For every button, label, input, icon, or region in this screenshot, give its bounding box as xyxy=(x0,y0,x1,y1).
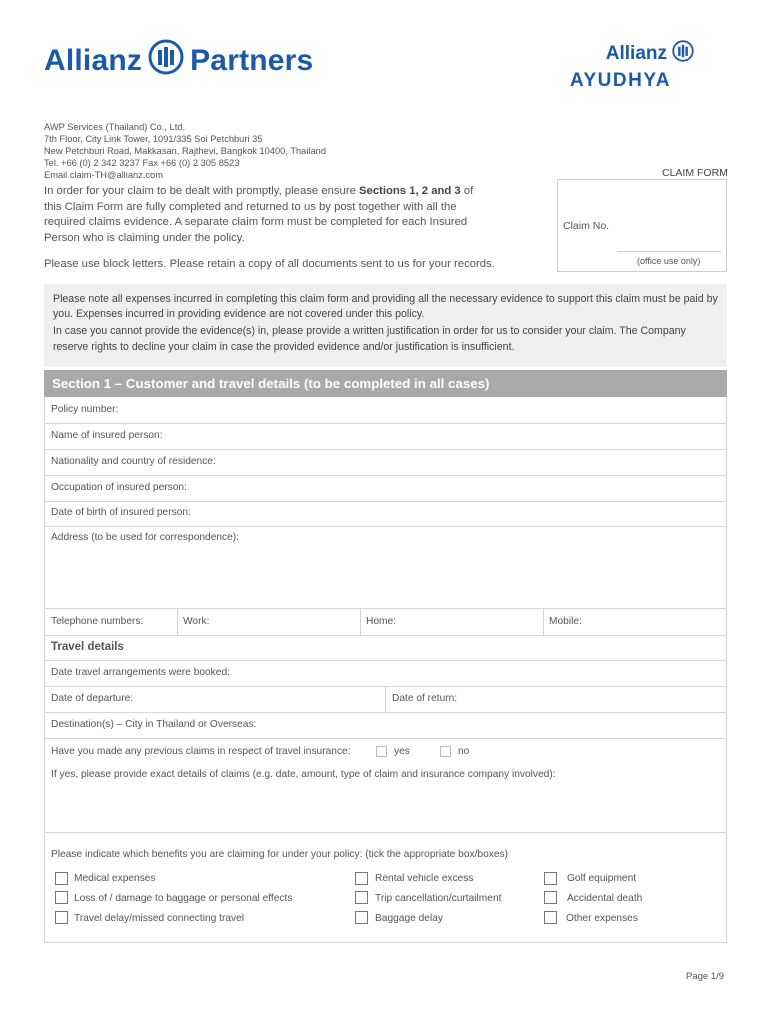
previous-claims-yes-checkbox[interactable] xyxy=(376,746,387,757)
allianz-partners-logo xyxy=(44,38,313,84)
notice-paragraph: In case you cannot provide the evidence(s) in, please provide a written justification in order for us to consider your claim. The Company reserve rights to decline your claim in case the provided evidence and/or justification is insufficient. xyxy=(53,325,686,353)
nationality-field[interactable] xyxy=(44,450,727,476)
return-date-label: Date of return: xyxy=(392,693,458,704)
office-use-label: (office use only) xyxy=(637,256,701,266)
telephone-row xyxy=(44,609,727,636)
accidental-death-checkbox[interactable] xyxy=(544,891,557,904)
departure-date-label: Date of departure: xyxy=(51,693,134,704)
logo-text-allianz-small: Allianz xyxy=(605,43,667,64)
previous-claims-no-checkbox[interactable] xyxy=(440,746,451,757)
address-line: Email claim-TH@allianz.com xyxy=(44,170,163,180)
benefit-label: Rental vehicle excess xyxy=(375,873,474,884)
telephone-label: Telephone numbers: xyxy=(51,616,144,627)
claim-number-label: Claim No. xyxy=(563,220,610,232)
previous-claims-block xyxy=(44,739,727,833)
rental-vehicle-checkbox[interactable] xyxy=(355,872,368,885)
allianz-emblem-small-icon xyxy=(672,40,694,68)
company-address xyxy=(44,121,326,181)
divider xyxy=(360,609,361,636)
intro-text-continued: of this Claim Form are fully completed and returned to us by post together with all the required claims evidence. A separate claim form must be completed for each Insured Person who is claiming under the policy. xyxy=(44,185,474,244)
divider xyxy=(177,609,178,636)
policy-number-field[interactable] xyxy=(44,397,727,424)
occupation-field[interactable] xyxy=(44,476,727,502)
logo-text-partners: Partners xyxy=(190,44,314,77)
travel-details-title: Travel details xyxy=(51,641,124,653)
expenses-notice xyxy=(44,284,727,367)
dob-label: Date of birth of insured person: xyxy=(51,507,191,518)
work-phone-label: Work: xyxy=(183,616,210,627)
divider xyxy=(385,687,386,713)
dob-field[interactable] xyxy=(44,502,727,527)
notice-paragraph: Please note all expenses incurred in completing this claim form and providing all the necessary evidence to support this claim must be paid by you. Expenses incurred in providing evidence are not covered under this policy. xyxy=(53,293,718,321)
block-letters-note: Please use block letters. Please retain a copy of all documents sent to us for your records. xyxy=(44,258,495,270)
address-line: New Petchburi Road, Makkasan, Rajthevi, Bangkok 10400, Thailand xyxy=(44,146,326,156)
occupation-label: Occupation of insured person: xyxy=(51,482,187,493)
no-label: no xyxy=(458,746,470,757)
yes-label: yes xyxy=(394,746,410,757)
baggage-delay-checkbox[interactable] xyxy=(355,911,368,924)
trip-cancellation-checkbox[interactable] xyxy=(355,891,368,904)
benefit-label: Accidental death xyxy=(567,893,643,904)
other-expenses-checkbox[interactable] xyxy=(544,911,557,924)
address-field[interactable] xyxy=(44,527,727,609)
travel-details-header-row xyxy=(44,636,727,661)
intro-text: In order for your claim to be dealt with promptly, please ensure xyxy=(44,185,359,197)
nationality-label: Nationality and country of residence: xyxy=(51,456,216,467)
benefit-label: Baggage delay xyxy=(375,913,443,924)
benefit-label: Loss of / damage to baggage or personal effects xyxy=(74,893,293,904)
logo-text-allianz: Allianz xyxy=(44,44,143,77)
previous-claims-question: Have you made any previous claims in respect of travel insurance: xyxy=(51,746,351,757)
address-label: Address (to be used for correspondence): xyxy=(51,532,240,543)
golf-equipment-checkbox[interactable] xyxy=(544,872,557,885)
destination-field[interactable] xyxy=(44,713,727,739)
destination-label: Destination(s) – City in Thailand or Overseas: xyxy=(51,719,257,730)
benefits-instruction: Please indicate which benefits you are claiming for under your policy: (tick the appropriate box/boxes) xyxy=(51,849,508,860)
intro-sections-bold: Sections 1, 2 and 3 xyxy=(359,185,461,197)
benefit-label: Trip cancellation/curtailment xyxy=(375,893,502,904)
home-phone-label: Home: xyxy=(366,616,397,627)
booked-date-label: Date travel arrangements were booked: xyxy=(51,667,230,678)
policy-number-label: Policy number: xyxy=(51,404,119,415)
address-line: Tel. +66 (0) 2 342 3237 Fax +66 (0) 2 305 8523 xyxy=(44,158,240,168)
section-1-header: Section 1 – Customer and travel details (to be completed in all cases) xyxy=(44,370,727,397)
benefit-label: Travel delay/missed connecting travel xyxy=(74,913,245,924)
booked-date-field[interactable] xyxy=(44,661,727,687)
benefit-label: Medical expenses xyxy=(74,873,156,884)
mobile-phone-label: Mobile: xyxy=(549,616,582,627)
divider xyxy=(543,609,544,636)
travel-dates-row xyxy=(44,687,727,713)
insured-name-field[interactable] xyxy=(44,424,727,450)
benefit-label: Golf equipment xyxy=(567,873,637,884)
intro-paragraph xyxy=(44,184,484,246)
address-line: 7th Floor, City Link Tower, 1091/335 Soi Petchburi 35 xyxy=(44,134,263,144)
benefit-label: Other expenses xyxy=(566,913,638,924)
page-number: Page 1/9 xyxy=(686,971,725,982)
allianz-ayudhya-logo xyxy=(568,40,718,92)
travel-delay-checkbox[interactable] xyxy=(55,911,68,924)
logo-text-ayudhya: AYUDHYA xyxy=(570,70,671,91)
allianz-emblem-icon xyxy=(148,39,184,83)
claim-form-title: CLAIM FORM xyxy=(662,167,728,179)
baggage-damage-checkbox[interactable] xyxy=(55,891,68,904)
previous-claims-details-label: If yes, please provide exact details of claims (e.g. date, amount, type of claim and insurance company involved): xyxy=(51,769,556,780)
claim-number-field[interactable] xyxy=(617,251,721,252)
insured-name-label: Name of insured person: xyxy=(51,430,163,441)
medical-expenses-checkbox[interactable] xyxy=(55,872,68,885)
address-line: AWP Services (Thailand) Co., Ltd. xyxy=(44,122,186,132)
